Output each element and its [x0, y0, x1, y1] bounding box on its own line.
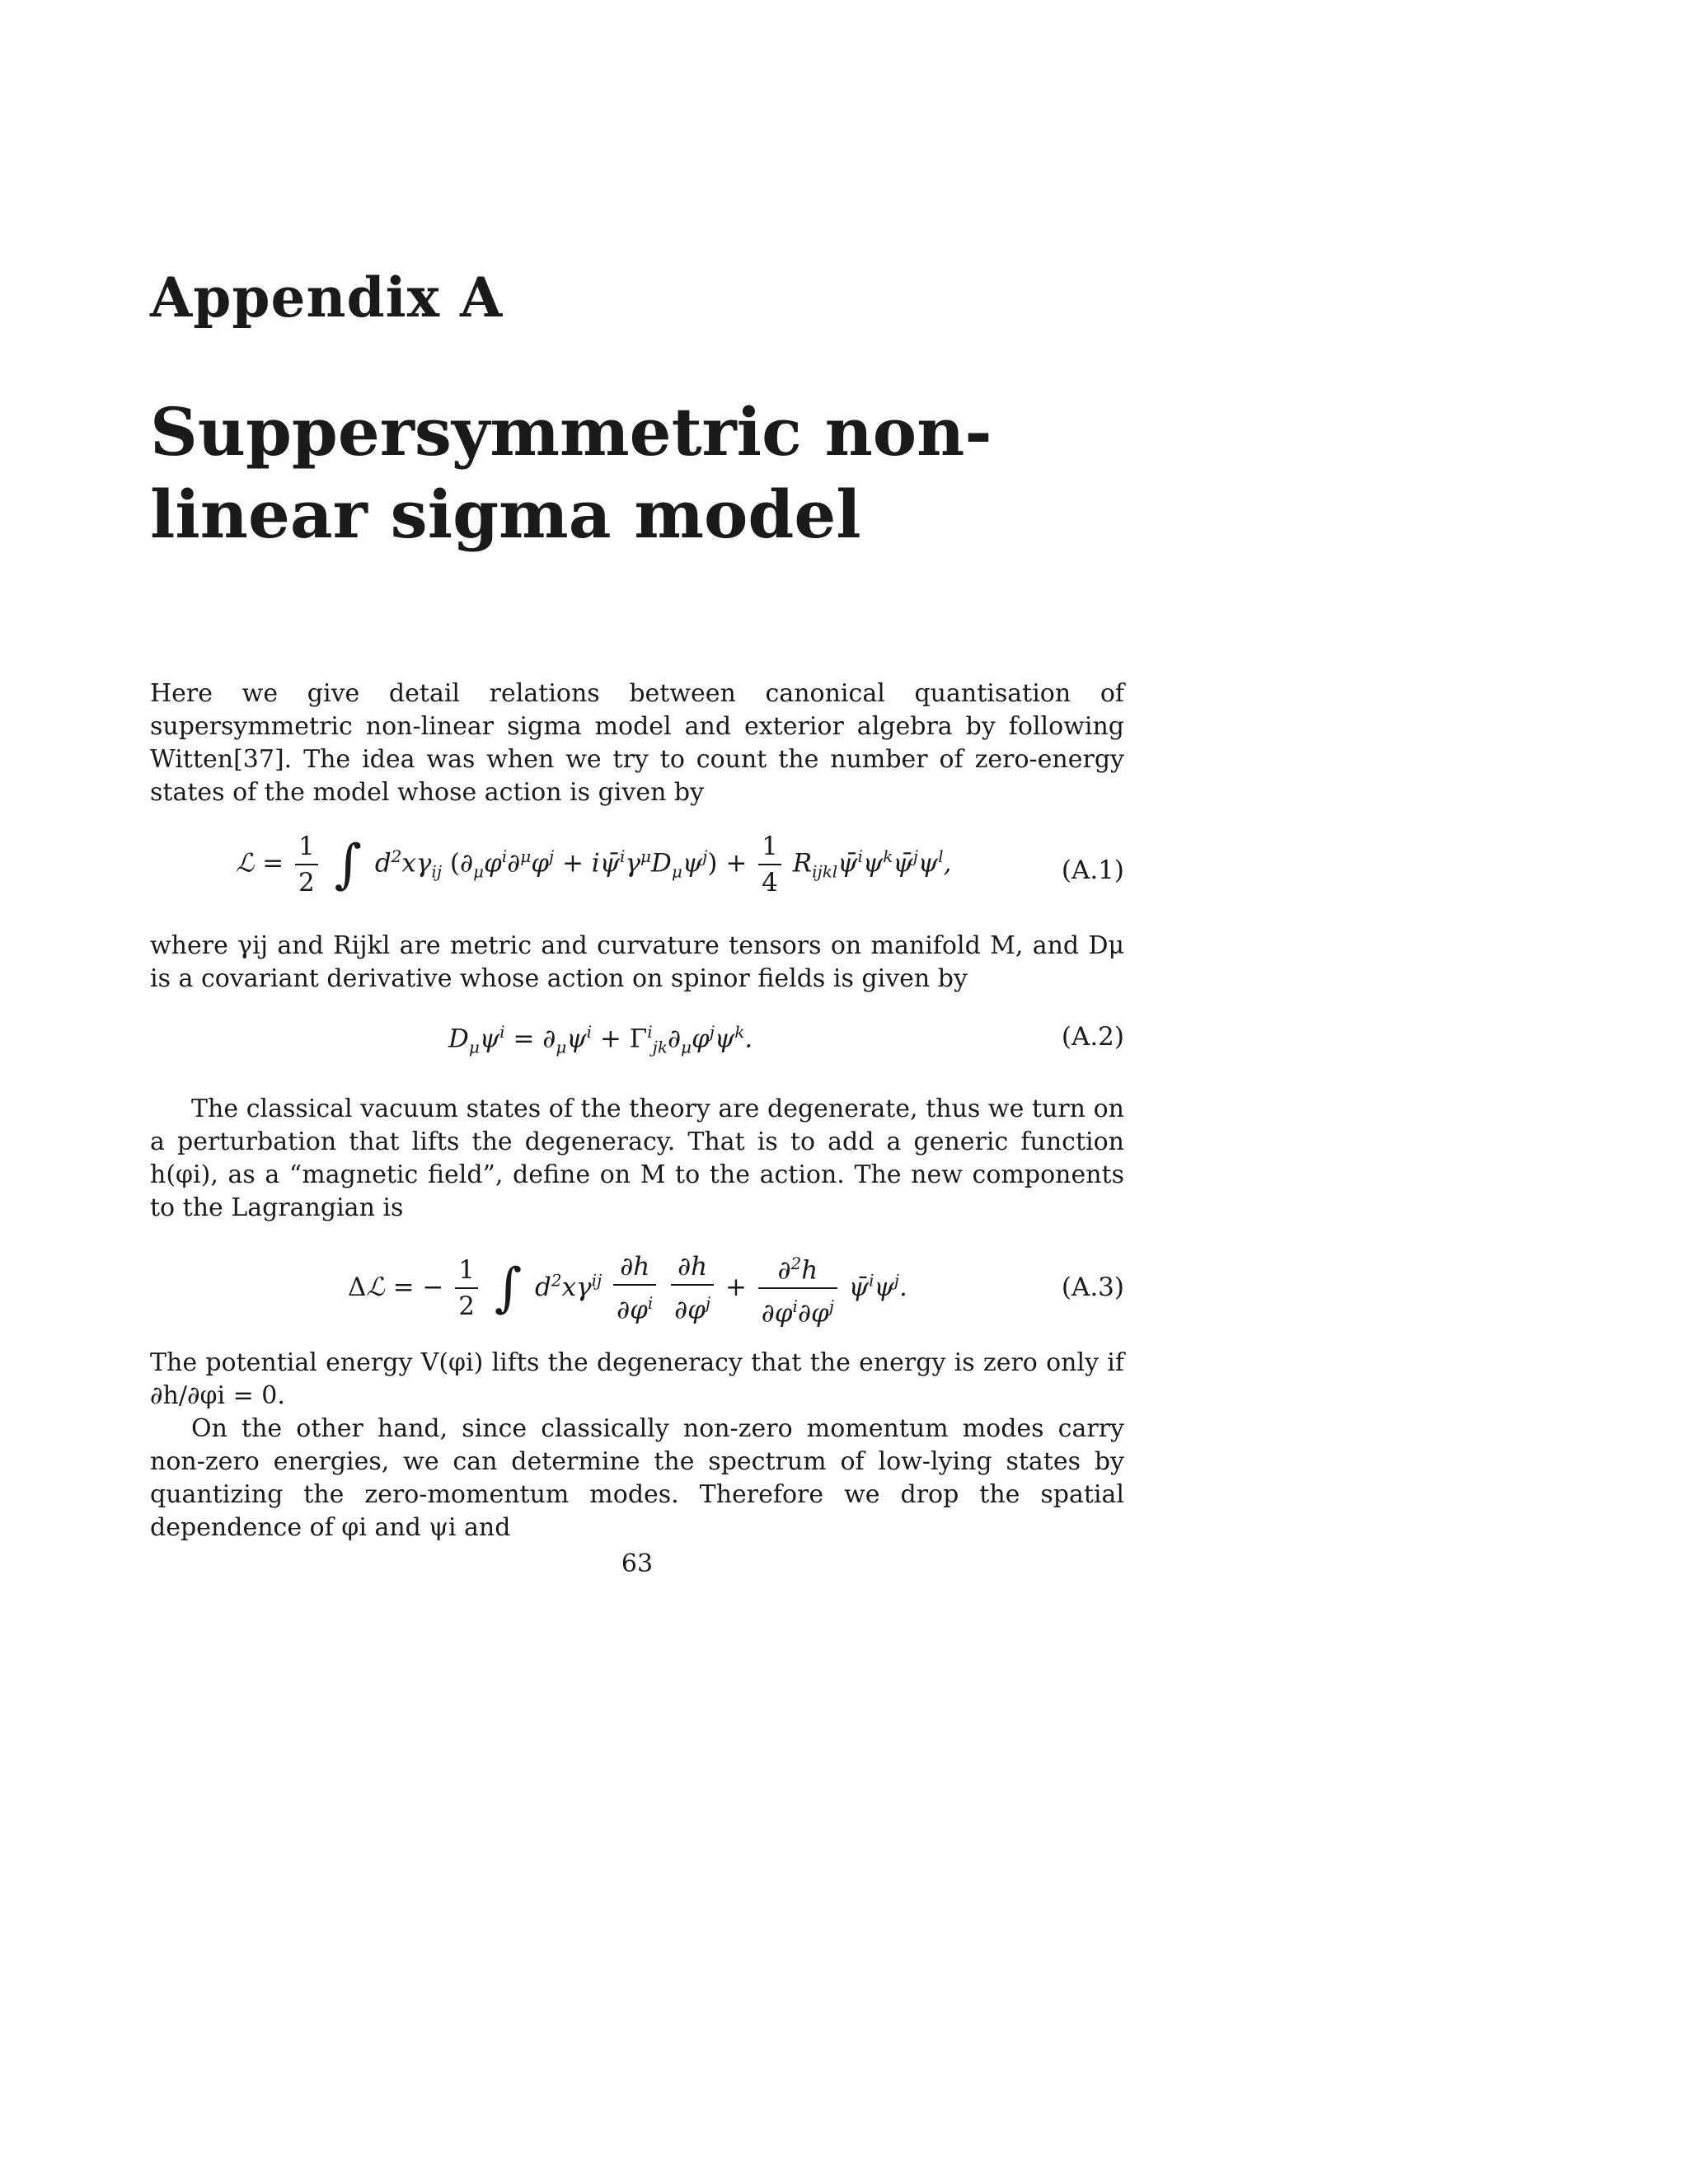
paragraph-potential: The potential energy V(φi) lifts the degeneracy that the energy is zero only if ∂h/∂φi = 0.	[150, 1348, 1124, 1410]
equation-a1-number: (A.1)	[1061, 855, 1124, 885]
chapter-title: Suppersymmetric non-linear sigma model	[150, 393, 992, 553]
equation-a3-number: (A.3)	[1061, 1272, 1124, 1302]
equation-a2-number: (A.2)	[1061, 1022, 1124, 1052]
equation-a2-formula: $D_\mu\psi^i = \partial_\mu\psi^i + \Gamma^i_{jk}\partial_\mu\varphi^j\psi^k$.	[448, 1022, 753, 1057]
equation-a1-formula: ℒ = $\frac{1}{2}$ ∫ $d^2x\gamma_{ij}$ ($\partial_\mu\varphi^i\partial^\mu\varphi^j$ + $i\psī^i\gamma^\mu D_\mu\psi^j$) + $\frac{1}{4}$ $R_{ijkl}\psī^i\psi^k\psī^j\psi^l$,	[236, 832, 952, 898]
page-number: 63	[621, 1549, 654, 1578]
equation-a2	[150, 1017, 1124, 1066]
appendix-label: Appendix A	[150, 265, 504, 330]
paragraph-perturbation: The classical vacuum states of the theory are degenerate, thus we turn on a perturbation that lifts the degeneracy. That is to add a generic function h(φi), as a “magnetic field”, define on M to the action. The new components to the Lagrangian is	[150, 1094, 1124, 1222]
equation-a3	[150, 1248, 1124, 1330]
paragraph-intro: Here we give detail relations between canonical quantisation of supersymmetric non-linear sigma model and exterior algebra by following Witten[37]. The idea was when we try to count the number of zero-energy states of the model whose action is given by	[150, 679, 1124, 807]
paragraph-zero-modes: On the other hand, since classically non-zero momentum modes carry non-zero energies, we can determine the spectrum of low-lying states by quantizing the zero-momentum modes. Therefore we drop the spatial dependence of φi and ψi and	[150, 1414, 1124, 1542]
equation-a3-formula: Δℒ = − $\frac{1}{2}$ ∫ $d^2x\gamma^{ij}$ $\frac{\partial h}{\partial\varphi^i}$ $\frac{\partial h}{\partial\varphi^j}$ + $\frac{\partial^2h}{\partial\varphi^i\partial\varphi^j}$ $\psī^i\psi^j$.	[348, 1248, 907, 1329]
equation-a1	[150, 831, 1124, 913]
paragraph-definitions: where γij and Rijkl are metric and curvature tensors on manifold M, and Dμ is a covariant derivative whose action on spinor fields is given by	[150, 931, 1124, 993]
